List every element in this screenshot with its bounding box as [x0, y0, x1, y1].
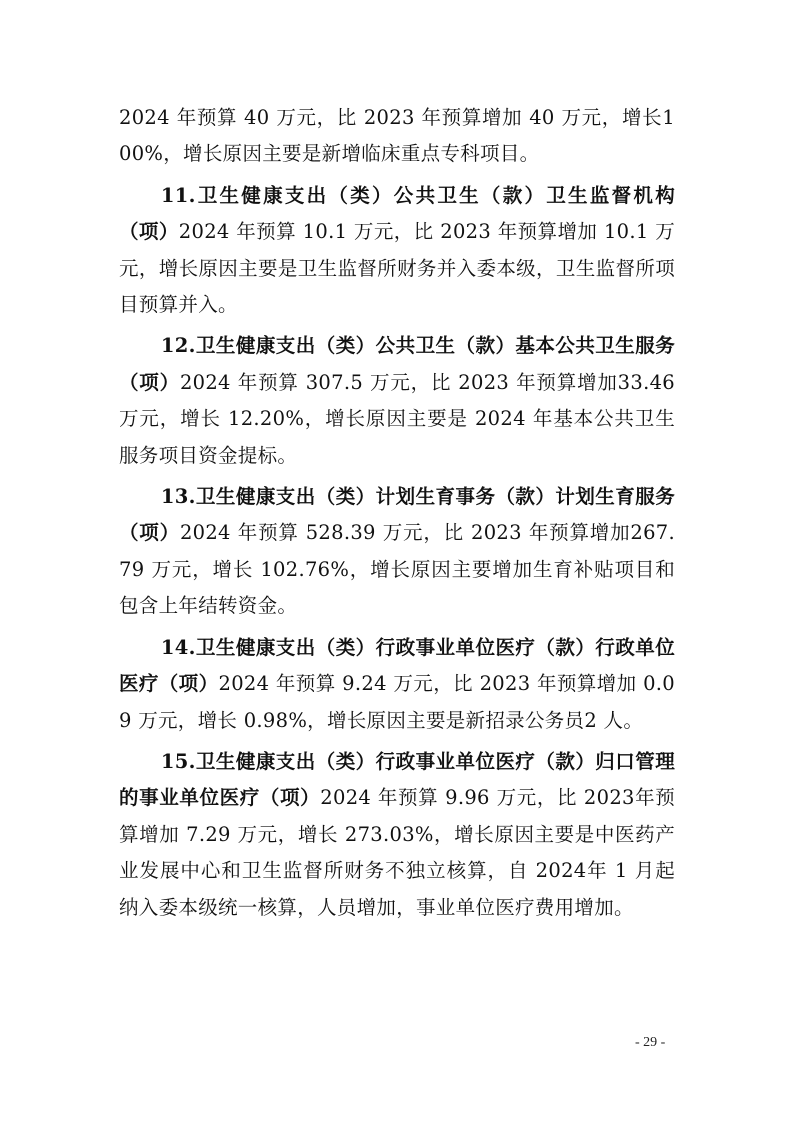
item-heading: 11.卫生健康支出（类）公共卫生（款）卫生监督机构（项）	[119, 183, 675, 244]
paragraph-item-14	[119, 630, 675, 739]
paragraph-item-15	[119, 744, 675, 926]
item-heading: 13.卫生健康支出（类）计划生育事务（款）计划生育服务（项）	[119, 485, 675, 545]
paragraph-item-13	[119, 479, 675, 625]
paragraph-item-12	[119, 328, 675, 474]
item-heading: 15.卫生健康支出（类）行政事业单位医疗（款）归口管理的事业单位医疗（项）	[119, 749, 675, 810]
item-heading: 14.卫生健康支出（类）行政事业单位医疗（款）行政单位医疗（项）	[119, 635, 675, 696]
paragraph-continuation	[119, 100, 675, 173]
page-number: - 29 -	[635, 1035, 666, 1050]
item-heading: 12.卫生健康支出（类）公共卫生（款）基本公共卫生服务（项）	[119, 334, 675, 394]
document-page	[119, 100, 675, 926]
paragraph-body: 2024 年预算 307.5 万元，比 2023 年预算增加33.46 万元，增长 12.20%，增长原因主要是 2024 年基本公共卫生服务项目资金提标。	[119, 370, 675, 467]
paragraph-body: 2024 年预算 9.24 万元，比 2023 年预算增加 0.09 万元，增长 0.98%，增长原因主要是新招录公务员2 人。	[119, 672, 675, 732]
paragraph-body: 2024 年预算 40 万元，比 2023 年预算增加 40 万元，增长100%，增长原因主要是新增临床重点专科项目。	[119, 106, 675, 166]
paragraph-body: 2024 年预算 528.39 万元，比 2023 年预算增加267.79 万元，增长 102.76%，增长原因主要增加生育补贴项目和包含上年结转资金。	[119, 521, 675, 618]
paragraph-body: 2024 年预算 10.1 万元，比 2023 年预算增加 10.1 万元，增长原因主要是卫生监督所财务并入委本级，卫生监督所项目预算并入。	[119, 220, 676, 317]
paragraph-item-11	[119, 178, 675, 324]
paragraph-body: 2024 年预算 9.96 万元，比 2023年预算增加 7.29 万元，增长 273.03%，增长原因主要是中医药产业发展中心和卫生监督所财务不独立核算，自 2024年 1 月起纳入委本级统一核算，人员增加，事业单位医疗费用增加。	[119, 786, 675, 919]
